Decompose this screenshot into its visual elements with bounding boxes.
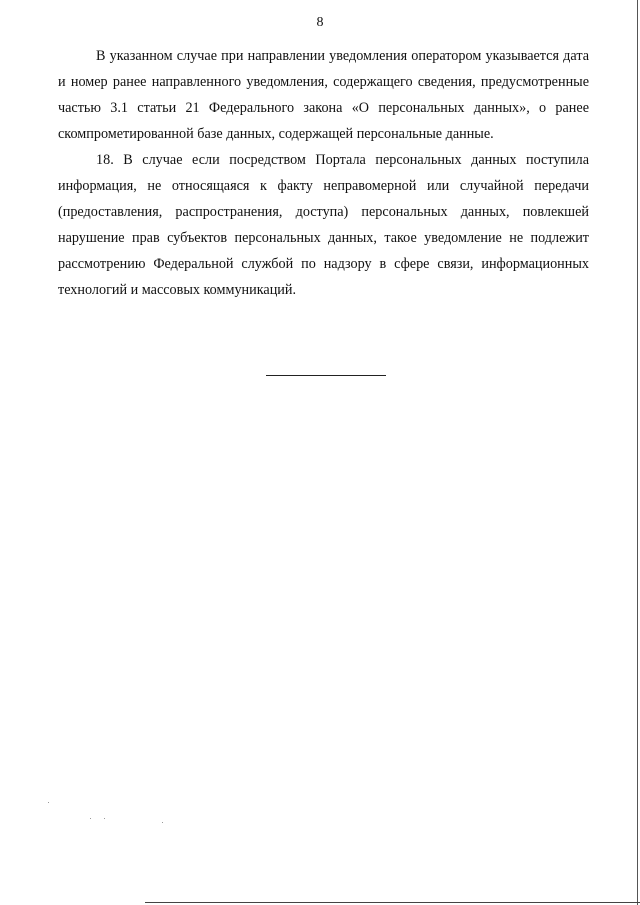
scan-speck [104, 818, 105, 819]
scan-speck [90, 818, 91, 819]
document-body [58, 43, 589, 303]
scan-speck [48, 802, 49, 803]
paragraph-item-18: 18. В случае если посредством Портала персональных данных поступила информация, не относящаяся к факту неправомерной или случайной передачи (предоставления, распространения, доступа) персональных данных, повлекшей нарушение прав субъектов персональных данных, такое уведомление не подлежит рассмотрению Федеральной службой по надзору в сфере связи, информационных технологий и массовых коммуникаций. [58, 152, 589, 298]
end-of-document-rule [266, 375, 386, 376]
scan-edge-right [637, 0, 638, 905]
scan-edge-bottom [145, 902, 640, 903]
paragraph-notification-details: В указанном случае при направлении уведомления оператором указывается дата и номер ранее направленного уведомления, содержащего сведения, предусмотренные частью 3.1 статьи 21 Федерального закона «О персональных данных», о ранее скомпрометированной базе данных, содержащей персональные данные. [58, 48, 589, 142]
page-number: 8 [316, 15, 324, 30]
scan-speck [162, 822, 163, 823]
